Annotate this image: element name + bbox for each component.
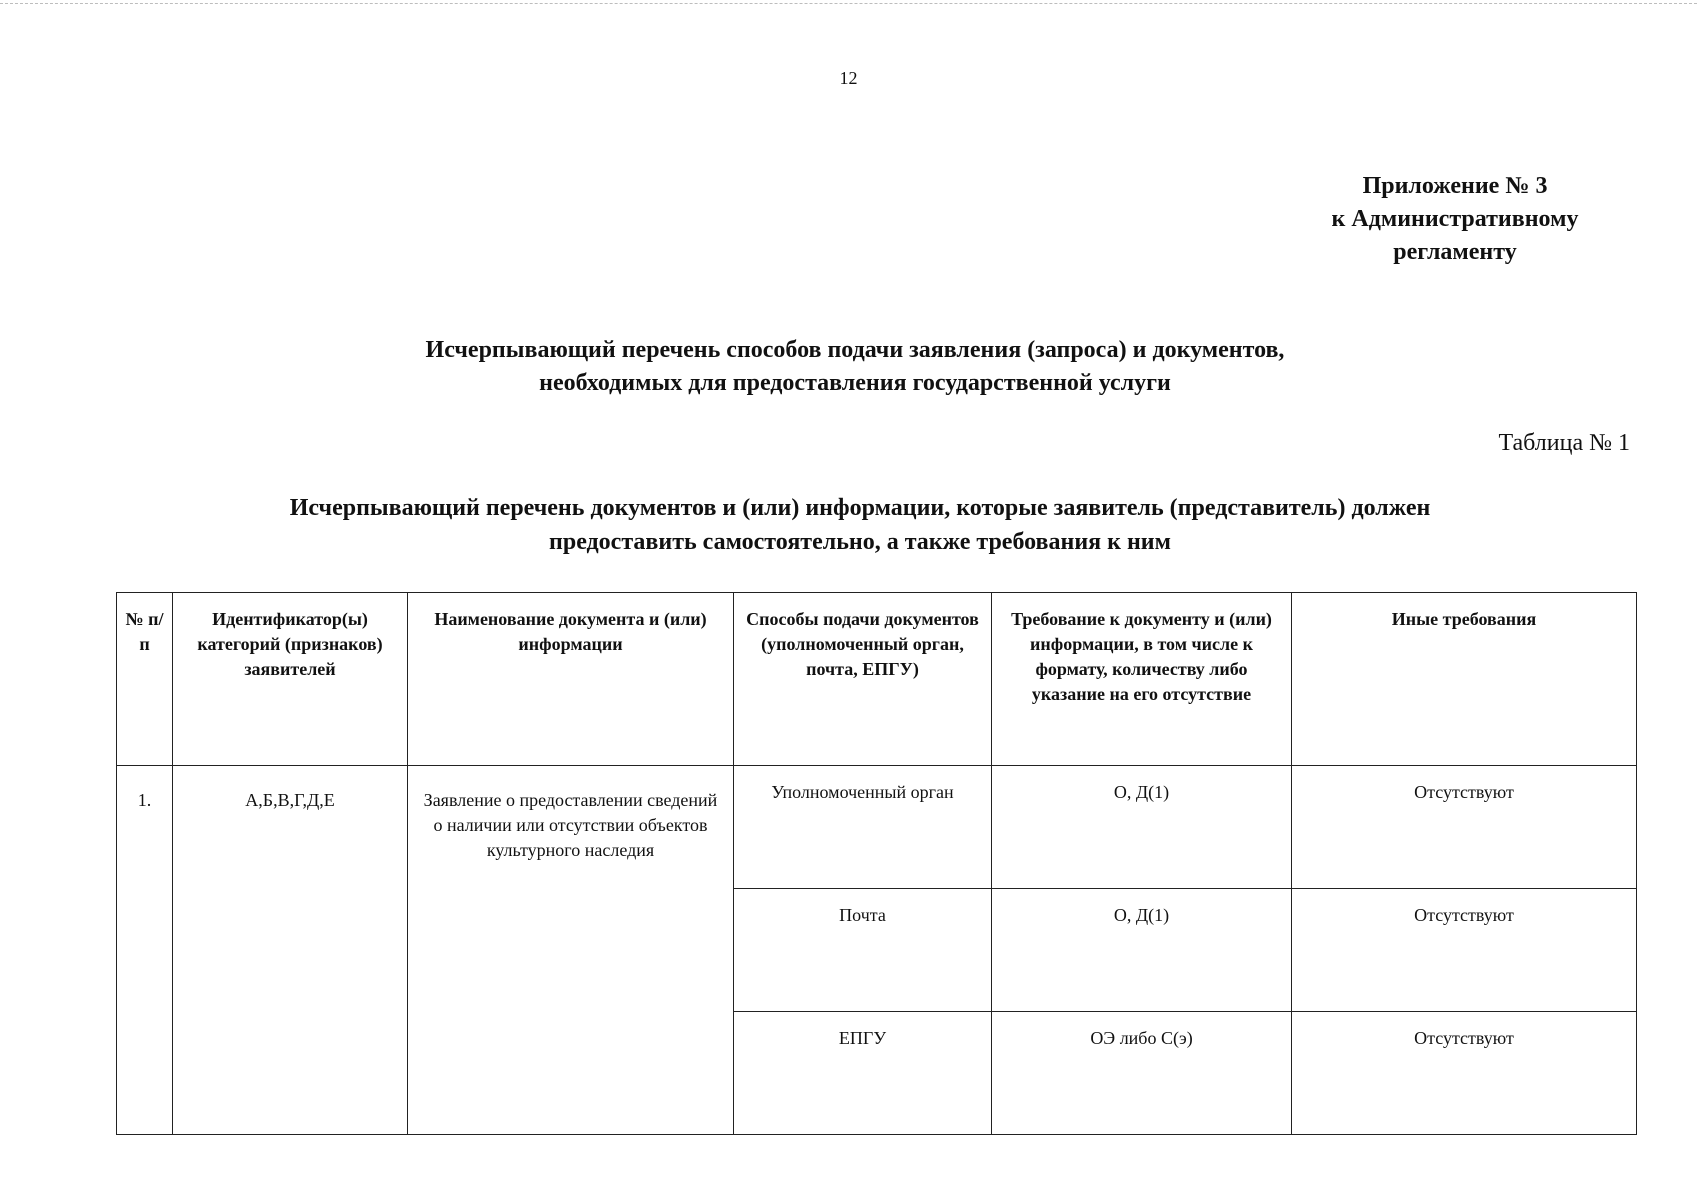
documents-table (116, 592, 1637, 1135)
header-other-requirements: Иные требования (1292, 593, 1637, 766)
document-title-line-1: Исчерпывающий перечень способов подачи заявления (запроса) и документов, (425, 337, 1285, 363)
header-submission-methods: Способы подачи документов (уполномоченный орган, почта, ЕПГУ) (734, 593, 992, 766)
cell-other-post: Отсутствуют (1292, 889, 1637, 1012)
cell-row-number: 1. (117, 766, 173, 1135)
table-title-line-2: предоставить самостоятельно, а также требования к ним (549, 529, 1171, 555)
document-title-line-2: необходимых для предоставления государственной услуги (539, 370, 1171, 396)
header-document-name: Наименование документа и (или) информации (408, 593, 734, 766)
cell-document-name: Заявление о предоставлении сведений о наличии или отсутствии объектов культурного наследия (408, 766, 734, 1135)
document-title (250, 334, 1460, 400)
cell-method-post: Почта (734, 889, 992, 1012)
cell-other-epgu: Отсутствуют (1292, 1012, 1637, 1135)
page-number: 12 (839, 68, 858, 88)
header-applicant-identifiers: Идентификатор(ы) категорий (признаков) заявителей (173, 593, 408, 766)
table-header-row (117, 593, 1637, 766)
table-row (117, 766, 1637, 889)
appendix-reference (1290, 170, 1620, 269)
scan-top-edge (0, 3, 1697, 4)
appendix-line-1: Приложение № 3 (1362, 173, 1548, 199)
table-title-line-1: Исчерпывающий перечень документов и (или) информации, которые заявитель (представитель) должен (289, 495, 1431, 521)
table-title (160, 491, 1560, 559)
cell-method-authority: Уполномоченный орган (734, 766, 992, 889)
cell-requirement-authority: О, Д(1) (992, 766, 1292, 889)
header-document-requirements: Требование к документу и (или) информации, в том числе к формату, количеству либо указание на его отсутствие (992, 593, 1292, 766)
appendix-line-2: к Административному (1331, 206, 1579, 232)
header-number: № п/п (117, 593, 173, 766)
table-label: Таблица № 1 (1498, 430, 1630, 456)
cell-applicant-identifiers: А,Б,В,Г,Д,Е (173, 766, 408, 1135)
cell-requirement-post: О, Д(1) (992, 889, 1292, 1012)
cell-other-authority: Отсутствуют (1292, 766, 1637, 889)
cell-method-epgu: ЕПГУ (734, 1012, 992, 1135)
cell-requirement-epgu: ОЭ либо С(э) (992, 1012, 1292, 1135)
appendix-line-3: регламенту (1393, 239, 1517, 265)
